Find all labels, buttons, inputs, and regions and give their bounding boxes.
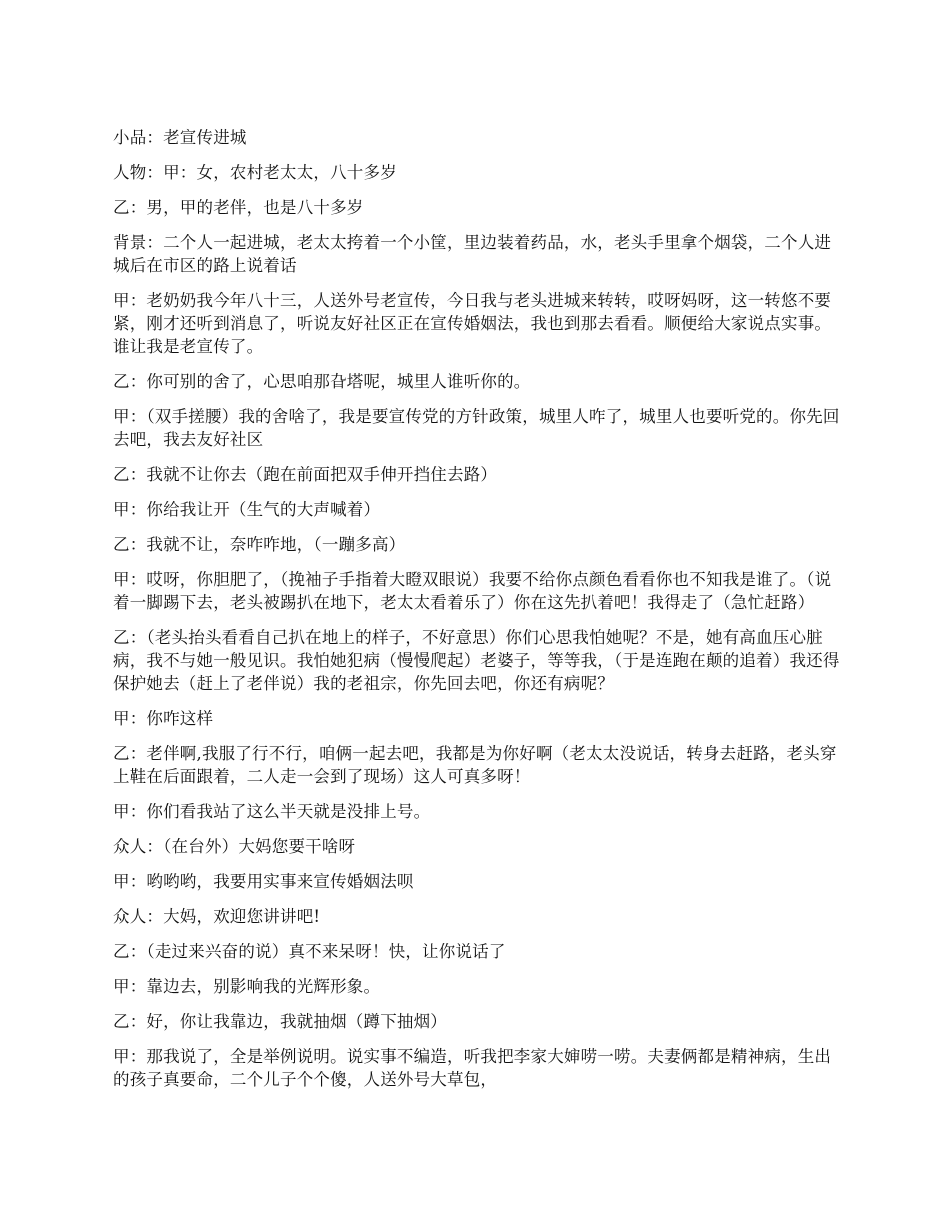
paragraph: 甲：靠边去，别影响我的光辉形象。 [113,977,381,996]
paragraph: 乙：男，甲的老伴，也是八十多岁 [113,198,364,217]
paragraph: 人物：甲：女，农村老太太，八十多岁 [113,163,397,182]
paragraph: 甲：（双手搓腰）我的舍啥了，我是要宣传党的方针政策，城里人咋了，城里人也要听党的。你先回去吧，我去友好社区 [113,407,840,449]
paragraph: 甲：那我说了，全是举例说明。说实事不编造，听我把李家大婶唠一唠。夫妻俩都是精神病，生出的孩子真要命，二个儿子个个傻，人送外号大草包， [113,1047,832,1089]
paragraph: 乙：（走过来兴奋的说）真不来呆呀！快，让你说话了 [113,942,506,961]
paragraph: 众人：（在台外）大妈您要干啥呀 [113,837,356,856]
paragraph: 甲：哎呀，你胆肥了，（挽袖子手指着大瞪双眼说）我要不给你点颜色看看你也不知我是谁了。（说着一脚踢下去，老头被踢扒在地下，老太太看着乐了）你在这先扒着吧！我得走了（急忙赶路） [113,570,832,612]
paragraph: 乙：好，你让我靠边，我就抽烟（蹲下抽烟） [113,1012,447,1031]
paragraph: 乙：老伴啊,我服了行不行，咱俩一起去吧，我都是为你好啊（老太太没说话，转身去赶路，老头穿上鞋在后面跟着，二人走一会到了现场）这人可真多呀！ [113,744,837,786]
paragraph: 甲：你们看我站了这么半天就是没排上号。 [113,802,431,821]
paragraph: 甲：老奶奶我今年八十三，人送外号老宣传，今日我与老头进城来转转，哎呀妈呀，这一转悠不要紧，刚才还听到消息了，听说友好社区正在宣传婚姻法，我也到那去看看。顺便给大家说点实事。谁让我是老宣传了。 [113,291,832,356]
paragraph: 乙：我就不让，奈咋咋地，（一蹦多高） [113,535,406,554]
paragraph: 乙：你可别的舍了，心思咱那旮塔呢，城里人谁听你的。 [113,372,531,391]
paragraph: 甲：你给我让开（生气的大声喊着） [113,500,381,519]
paragraph: 乙：我就不让你去（跑在前面把双手伸开挡住去路） [113,465,498,484]
paragraph: 乙：（老头抬头看看自己扒在地上的样子，不好意思）你们心思我怕她呢？不是，她有高血压心脏病，我不与她一般见识。我怕她犯病（慢慢爬起）老婆子，等等我，（于是连跑在颠的追着）我还得保护她去（赶上了老伴说）我的老祖宗，你先回去吧，你还有病呢？ [113,628,840,693]
paragraph: 甲：你咋这样 [113,709,214,728]
paragraph: 甲：哟哟哟，我要用实事来宣传婚姻法呗 [113,872,414,891]
document-title: 小品：老宣传进城 [113,128,247,147]
document-body [113,126,840,1103]
paragraph: 众人：大妈，欢迎您讲讲吧! [113,907,321,926]
paragraph: 背景：二个人一起进城，老太太挎着一个小筐，里边装着药品，水，老头手里拿个烟袋，二个人进城后在市区的路上说着话 [113,233,832,275]
